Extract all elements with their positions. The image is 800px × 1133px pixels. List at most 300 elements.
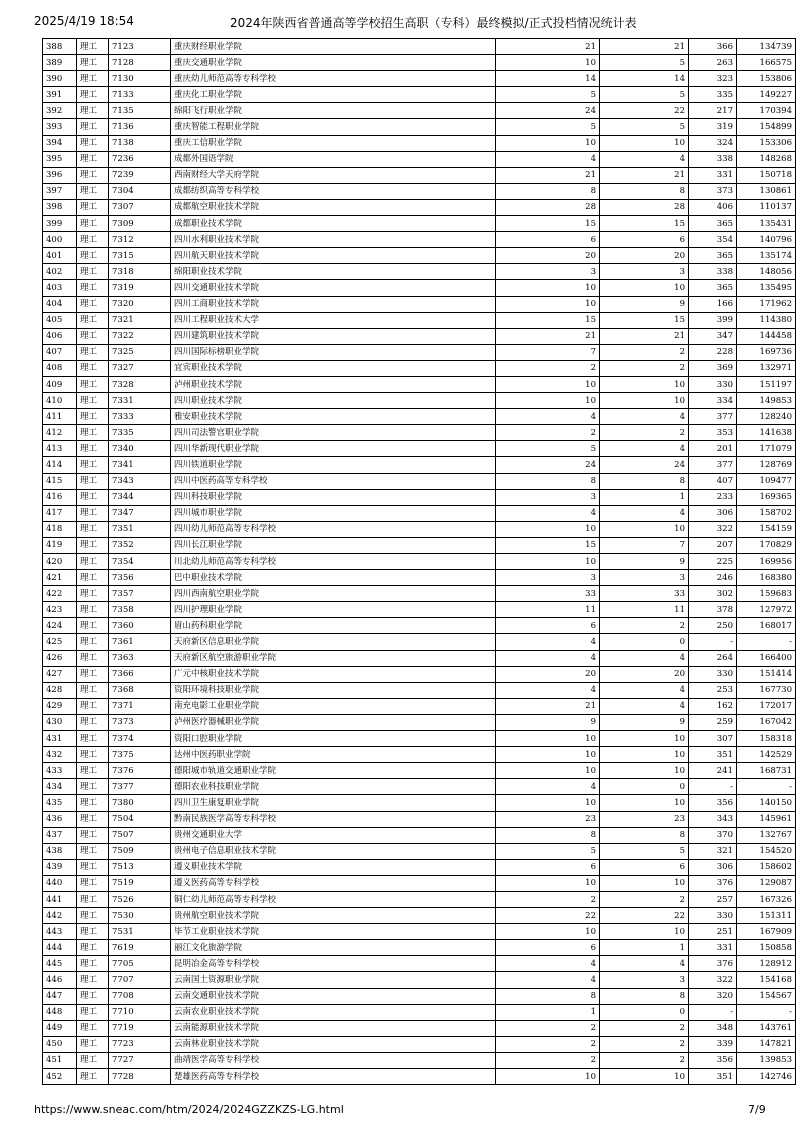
admitted-count: 28	[600, 199, 689, 215]
table-row	[43, 1020, 796, 1036]
plan-count: 20	[496, 666, 600, 682]
min-score: 217	[689, 103, 737, 119]
category: 理工	[77, 376, 109, 392]
min-rank: 139853	[737, 1052, 796, 1068]
plan-count: 8	[496, 473, 600, 489]
row-index: 389	[43, 55, 77, 71]
plan-count: 10	[496, 747, 600, 763]
school-name: 昆明冶金高等专科学校	[171, 956, 496, 972]
category: 理工	[77, 988, 109, 1004]
admitted-count: 21	[600, 167, 689, 183]
row-index: 415	[43, 473, 77, 489]
min-score: 365	[689, 248, 737, 264]
table-row	[43, 956, 796, 972]
plan-count: 10	[496, 554, 600, 570]
min-rank: 171079	[737, 441, 796, 457]
school-name: 重庆交通职业学院	[171, 55, 496, 71]
row-index: 412	[43, 425, 77, 441]
school-name: 广元中核职业技术学院	[171, 666, 496, 682]
school-code: 7504	[109, 811, 171, 827]
school-name: 遵义职业技术学院	[171, 859, 496, 875]
min-rank: 147821	[737, 1036, 796, 1052]
min-rank: 142529	[737, 747, 796, 763]
table-row	[43, 409, 796, 425]
category: 理工	[77, 505, 109, 521]
plan-count: 11	[496, 602, 600, 618]
table-row	[43, 988, 796, 1004]
category: 理工	[77, 634, 109, 650]
admitted-count: 4	[600, 505, 689, 521]
school-code: 7236	[109, 151, 171, 167]
plan-count: 10	[496, 280, 600, 296]
category: 理工	[77, 328, 109, 344]
min-rank: 150858	[737, 940, 796, 956]
school-code: 7354	[109, 554, 171, 570]
plan-count: 22	[496, 908, 600, 924]
min-rank: 153306	[737, 135, 796, 151]
school-name: 西南财经大学天府学院	[171, 167, 496, 183]
plan-count: 6	[496, 940, 600, 956]
school-name: 四川护理职业学院	[171, 602, 496, 618]
admitted-count: 2	[600, 1020, 689, 1036]
table-row	[43, 199, 796, 215]
admitted-count: 1	[600, 940, 689, 956]
min-score: 319	[689, 119, 737, 135]
row-index: 406	[43, 328, 77, 344]
school-name: 四川航天职业技术学院	[171, 248, 496, 264]
min-score: 306	[689, 859, 737, 875]
min-rank: 151197	[737, 376, 796, 392]
footer-url: https://www.sneac.com/htm/2024/2024GZZKZS-LG.html	[34, 1103, 344, 1116]
category: 理工	[77, 1036, 109, 1052]
school-code: 7239	[109, 167, 171, 183]
school-code: 7707	[109, 972, 171, 988]
admitted-count: 6	[600, 859, 689, 875]
category: 理工	[77, 795, 109, 811]
school-name: 重庆化工职业学院	[171, 87, 496, 103]
admitted-count: 10	[600, 393, 689, 409]
row-index: 390	[43, 71, 77, 87]
row-index: 443	[43, 924, 77, 940]
min-score: 348	[689, 1020, 737, 1036]
school-code: 7531	[109, 924, 171, 940]
plan-count: 5	[496, 119, 600, 135]
school-code: 7361	[109, 634, 171, 650]
min-score: 251	[689, 924, 737, 940]
table-row	[43, 328, 796, 344]
row-index: 450	[43, 1036, 77, 1052]
school-code: 7136	[109, 119, 171, 135]
row-index: 405	[43, 312, 77, 328]
min-rank: 145961	[737, 811, 796, 827]
row-index: 404	[43, 296, 77, 312]
plan-count: 10	[496, 521, 600, 537]
school-name: 四川司法警官职业学院	[171, 425, 496, 441]
min-score: 331	[689, 167, 737, 183]
school-code: 7530	[109, 908, 171, 924]
row-index: 441	[43, 891, 77, 907]
category: 理工	[77, 151, 109, 167]
category: 理工	[77, 714, 109, 730]
school-code: 7727	[109, 1052, 171, 1068]
min-score: 241	[689, 763, 737, 779]
admitted-count: 5	[600, 55, 689, 71]
plan-count: 3	[496, 489, 600, 505]
admitted-count: 0	[600, 634, 689, 650]
min-score: 365	[689, 280, 737, 296]
min-score: 377	[689, 457, 737, 473]
row-index: 437	[43, 827, 77, 843]
min-rank: 127972	[737, 602, 796, 618]
plan-count: 23	[496, 811, 600, 827]
min-score: 225	[689, 554, 737, 570]
plan-count: 8	[496, 988, 600, 1004]
plan-count: 2	[496, 360, 600, 376]
min-rank: 148056	[737, 264, 796, 280]
min-rank: 132971	[737, 360, 796, 376]
category: 理工	[77, 135, 109, 151]
min-rank: 166400	[737, 650, 796, 666]
min-rank: 135174	[737, 248, 796, 264]
row-index: 422	[43, 586, 77, 602]
school-name: 四川建筑职业技术学院	[171, 328, 496, 344]
row-index: 402	[43, 264, 77, 280]
row-index: 420	[43, 554, 77, 570]
school-name: 四川水利职业技术学院	[171, 232, 496, 248]
admitted-count: 21	[600, 328, 689, 344]
table-row	[43, 554, 796, 570]
table-row	[43, 972, 796, 988]
row-index: 388	[43, 39, 77, 55]
school-name: 重庆智能工程职业学院	[171, 119, 496, 135]
category: 理工	[77, 393, 109, 409]
row-index: 434	[43, 779, 77, 795]
table-row	[43, 940, 796, 956]
page-number: 7/9	[748, 1103, 766, 1116]
row-index: 391	[43, 87, 77, 103]
school-code: 7130	[109, 71, 171, 87]
admitted-count: 15	[600, 216, 689, 232]
min-rank: 110137	[737, 199, 796, 215]
table-row	[43, 505, 796, 521]
admitted-count: 10	[600, 280, 689, 296]
school-code: 7380	[109, 795, 171, 811]
admitted-count: 10	[600, 731, 689, 747]
plan-count: 14	[496, 71, 600, 87]
school-name: 云南林业职业技术学院	[171, 1036, 496, 1052]
school-code: 7619	[109, 940, 171, 956]
row-index: 426	[43, 650, 77, 666]
plan-count: 10	[496, 393, 600, 409]
table-row	[43, 312, 796, 328]
row-index: 446	[43, 972, 77, 988]
school-name: 德阳城市轨道交通职业学院	[171, 763, 496, 779]
min-score: 307	[689, 731, 737, 747]
category: 理工	[77, 489, 109, 505]
plan-count: 2	[496, 1036, 600, 1052]
row-index: 431	[43, 731, 77, 747]
admitted-count: 3	[600, 972, 689, 988]
school-code: 7719	[109, 1020, 171, 1036]
category: 理工	[77, 618, 109, 634]
school-name: 云南农业职业技术学院	[171, 1004, 496, 1020]
row-index: 438	[43, 843, 77, 859]
admitted-count: 20	[600, 248, 689, 264]
school-name: 四川西南航空职业学院	[171, 586, 496, 602]
min-rank: 154168	[737, 972, 796, 988]
admitted-count: 0	[600, 1004, 689, 1020]
plan-count: 10	[496, 731, 600, 747]
min-rank: 135495	[737, 280, 796, 296]
school-code: 7335	[109, 425, 171, 441]
admitted-count: 7	[600, 537, 689, 553]
admitted-count: 22	[600, 103, 689, 119]
plan-count: 1	[496, 1004, 600, 1020]
category: 理工	[77, 71, 109, 87]
row-index: 425	[43, 634, 77, 650]
table-row	[43, 376, 796, 392]
admitted-count: 5	[600, 87, 689, 103]
table-row	[43, 859, 796, 875]
plan-count: 10	[496, 795, 600, 811]
plan-count: 2	[496, 1052, 600, 1068]
min-score: 376	[689, 875, 737, 891]
category: 理工	[77, 747, 109, 763]
plan-count: 6	[496, 232, 600, 248]
school-code: 7319	[109, 280, 171, 296]
category: 理工	[77, 682, 109, 698]
row-index: 410	[43, 393, 77, 409]
school-name: 楚雄医药高等专科学校	[171, 1069, 496, 1085]
category: 理工	[77, 602, 109, 618]
category: 理工	[77, 344, 109, 360]
min-score: 335	[689, 87, 737, 103]
school-name: 四川城市职业学院	[171, 505, 496, 521]
category: 理工	[77, 731, 109, 747]
school-name: 达州中医药职业学院	[171, 747, 496, 763]
row-index: 424	[43, 618, 77, 634]
category: 理工	[77, 1020, 109, 1036]
row-index: 396	[43, 167, 77, 183]
school-name: 曲靖医学高等专科学校	[171, 1052, 496, 1068]
plan-count: 8	[496, 183, 600, 199]
admitted-count: 4	[600, 698, 689, 714]
min-rank: 154520	[737, 843, 796, 859]
min-rank: 140796	[737, 232, 796, 248]
table-row	[43, 924, 796, 940]
row-index: 413	[43, 441, 77, 457]
school-name: 巴中职业技术学院	[171, 570, 496, 586]
admitted-count: 3	[600, 570, 689, 586]
school-code: 7377	[109, 779, 171, 795]
school-name: 云南国土资源职业学院	[171, 972, 496, 988]
admitted-count: 21	[600, 39, 689, 55]
school-code: 7375	[109, 747, 171, 763]
school-name: 资阳环境科技职业学院	[171, 682, 496, 698]
school-code: 7358	[109, 602, 171, 618]
table-row	[43, 1069, 796, 1085]
row-index: 392	[43, 103, 77, 119]
row-index: 448	[43, 1004, 77, 1020]
school-name: 成都航空职业技术学院	[171, 199, 496, 215]
admitted-count: 10	[600, 924, 689, 940]
row-index: 400	[43, 232, 77, 248]
admitted-count: 10	[600, 376, 689, 392]
min-score: 207	[689, 537, 737, 553]
school-code: 7356	[109, 570, 171, 586]
admitted-count: 2	[600, 618, 689, 634]
plan-count: 20	[496, 248, 600, 264]
category: 理工	[77, 972, 109, 988]
school-name: 川北幼儿师范高等专科学校	[171, 554, 496, 570]
school-name: 四川国际标榜职业学院	[171, 344, 496, 360]
school-name: 四川华新现代职业学院	[171, 441, 496, 457]
school-code: 7710	[109, 1004, 171, 1020]
table-row	[43, 747, 796, 763]
admitted-count: 2	[600, 1052, 689, 1068]
school-name: 重庆财经职业学院	[171, 39, 496, 55]
min-score: 353	[689, 425, 737, 441]
category: 理工	[77, 570, 109, 586]
school-name: 毕节工业职业技术学院	[171, 924, 496, 940]
min-rank: 158318	[737, 731, 796, 747]
school-code: 7343	[109, 473, 171, 489]
row-index: 452	[43, 1069, 77, 1085]
category: 理工	[77, 87, 109, 103]
school-code: 7331	[109, 393, 171, 409]
admitted-count: 5	[600, 843, 689, 859]
plan-count: 4	[496, 682, 600, 698]
plan-count: 4	[496, 634, 600, 650]
admitted-count: 2	[600, 1036, 689, 1052]
school-code: 7705	[109, 956, 171, 972]
school-code: 7374	[109, 731, 171, 747]
plan-count: 5	[496, 87, 600, 103]
table-row	[43, 119, 796, 135]
row-index: 407	[43, 344, 77, 360]
school-name: 成都纺织高等专科学校	[171, 183, 496, 199]
table-row	[43, 779, 796, 795]
plan-count: 21	[496, 39, 600, 55]
row-index: 408	[43, 360, 77, 376]
min-rank: 132767	[737, 827, 796, 843]
min-score: 233	[689, 489, 737, 505]
category: 理工	[77, 891, 109, 907]
table-row	[43, 570, 796, 586]
row-index: 451	[43, 1052, 77, 1068]
school-name: 遵义医药高等专科学校	[171, 875, 496, 891]
row-index: 435	[43, 795, 77, 811]
school-name: 四川幼儿师范高等专科学校	[171, 521, 496, 537]
min-rank: 150718	[737, 167, 796, 183]
school-name: 贵州电子信息职业技术学院	[171, 843, 496, 859]
school-code: 7321	[109, 312, 171, 328]
row-index: 430	[43, 714, 77, 730]
category: 理工	[77, 940, 109, 956]
min-rank: 142746	[737, 1069, 796, 1085]
min-rank: 159683	[737, 586, 796, 602]
school-name: 四川交通职业技术学院	[171, 280, 496, 296]
row-index: 449	[43, 1020, 77, 1036]
school-name: 成都外国语学院	[171, 151, 496, 167]
table-row	[43, 634, 796, 650]
min-rank: 151311	[737, 908, 796, 924]
table-row	[43, 875, 796, 891]
school-name: 重庆工信职业学院	[171, 135, 496, 151]
min-score: 356	[689, 795, 737, 811]
school-name: 雅安职业技术学院	[171, 409, 496, 425]
category: 理工	[77, 537, 109, 553]
school-name: 铜仁幼儿师范高等专科学校	[171, 891, 496, 907]
category: 理工	[77, 296, 109, 312]
school-code: 7340	[109, 441, 171, 457]
school-code: 7318	[109, 264, 171, 280]
category: 理工	[77, 924, 109, 940]
category: 理工	[77, 457, 109, 473]
admitted-count: 10	[600, 135, 689, 151]
school-name: 泸州职业技术学院	[171, 376, 496, 392]
school-code: 7509	[109, 843, 171, 859]
table-row	[43, 843, 796, 859]
min-score: 322	[689, 521, 737, 537]
category: 理工	[77, 908, 109, 924]
admitted-count: 10	[600, 521, 689, 537]
min-rank: 128912	[737, 956, 796, 972]
min-rank: -	[737, 634, 796, 650]
row-index: 419	[43, 537, 77, 553]
print-datetime: 2025/4/19 18:54	[34, 14, 134, 28]
plan-count: 10	[496, 1069, 600, 1085]
table-row	[43, 344, 796, 360]
admitted-count: 6	[600, 232, 689, 248]
min-score: 322	[689, 972, 737, 988]
min-score: 407	[689, 473, 737, 489]
school-name: 贵州航空职业技术学院	[171, 908, 496, 924]
category: 理工	[77, 586, 109, 602]
document-title: 2024年陕西省普通高等学校招生高职（专科）最终模拟/正式投档情况统计表	[230, 16, 637, 30]
school-code: 7351	[109, 521, 171, 537]
row-index: 417	[43, 505, 77, 521]
admitted-count: 3	[600, 264, 689, 280]
row-index: 436	[43, 811, 77, 827]
category: 理工	[77, 280, 109, 296]
category: 理工	[77, 199, 109, 215]
min-rank: 149853	[737, 393, 796, 409]
admitted-count: 9	[600, 296, 689, 312]
table-row	[43, 296, 796, 312]
plan-count: 4	[496, 650, 600, 666]
table-row	[43, 441, 796, 457]
row-index: 432	[43, 747, 77, 763]
plan-count: 4	[496, 779, 600, 795]
admitted-count: 14	[600, 71, 689, 87]
min-score: 366	[689, 39, 737, 55]
table-row	[43, 618, 796, 634]
table-row	[43, 232, 796, 248]
min-rank: 170394	[737, 103, 796, 119]
min-score: 376	[689, 956, 737, 972]
category: 理工	[77, 827, 109, 843]
table-row	[43, 586, 796, 602]
min-score: 306	[689, 505, 737, 521]
school-name: 四川科技职业学院	[171, 489, 496, 505]
min-score: 378	[689, 602, 737, 618]
table-row	[43, 731, 796, 747]
plan-count: 10	[496, 296, 600, 312]
school-name: 南充电影工业职业学院	[171, 698, 496, 714]
min-score: 257	[689, 891, 737, 907]
admitted-count: 2	[600, 425, 689, 441]
